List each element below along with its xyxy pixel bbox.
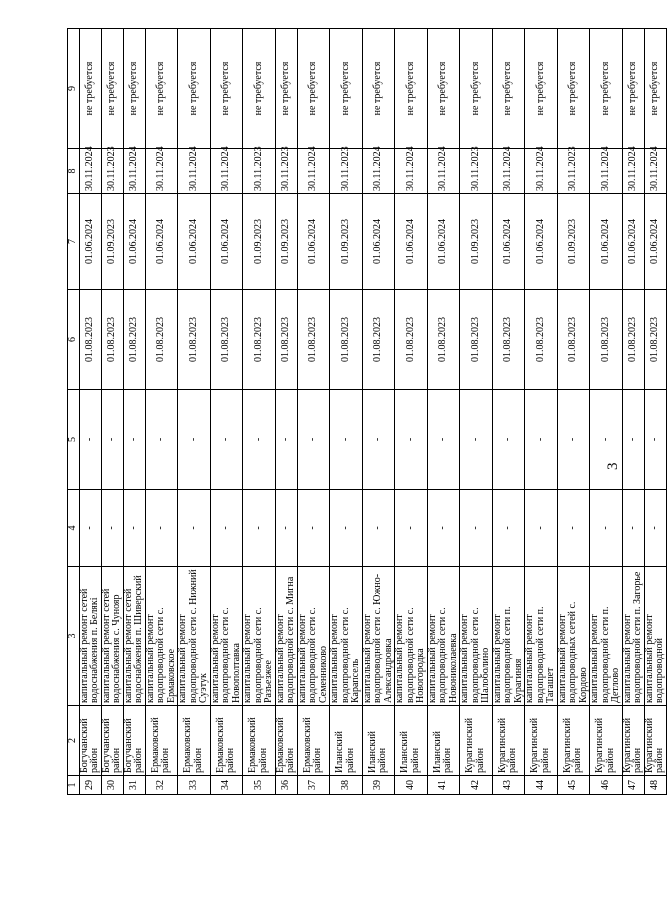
col-header-6: 6 bbox=[68, 290, 80, 390]
col-4-value: - bbox=[492, 490, 525, 567]
district-name: Иланский район bbox=[330, 706, 363, 776]
status-text: не требуется bbox=[101, 29, 123, 149]
date-col-7: 01.09.2023 bbox=[101, 194, 123, 290]
table-row bbox=[525, 29, 558, 795]
date-col-7: 01.06.2024 bbox=[622, 194, 644, 290]
header-row bbox=[68, 29, 80, 795]
col-header-3: 3 bbox=[68, 567, 80, 706]
col-5-value: - bbox=[101, 390, 123, 490]
col-5-value: - bbox=[275, 390, 297, 490]
status-text: не требуется bbox=[460, 29, 493, 149]
date-col-6: 01.08.2023 bbox=[297, 290, 330, 390]
table-row bbox=[395, 29, 428, 795]
date-col-8: 30.11.2024 bbox=[145, 149, 178, 194]
date-col-7: 01.06.2024 bbox=[210, 194, 243, 290]
work-description: капитальный ремонт водопроводной сети с. Новополтавка bbox=[210, 567, 243, 706]
schedule-table bbox=[67, 28, 667, 795]
date-col-8: 30.11.2024 bbox=[210, 149, 243, 194]
work-description: капитальный ремонт водопроводной сети п. Курагиняя bbox=[492, 567, 525, 706]
table-row bbox=[101, 29, 123, 795]
col-4-value: - bbox=[297, 490, 330, 567]
col-header-8: 8 bbox=[68, 149, 80, 194]
status-text: не требуется bbox=[275, 29, 297, 149]
status-text: не требуется bbox=[210, 29, 243, 149]
date-col-8: 30.11.2024 bbox=[123, 149, 145, 194]
date-col-7: 01.06.2024 bbox=[395, 194, 428, 290]
col-4-value: - bbox=[123, 490, 145, 567]
date-col-8: 30.11.2024 bbox=[590, 149, 623, 194]
col-4-value: - bbox=[525, 490, 558, 567]
col-4-value: - bbox=[644, 490, 666, 567]
col-5-value: - bbox=[395, 390, 428, 490]
work-description: капитальный ремонт водопроводной сети с. Новогородка bbox=[395, 567, 428, 706]
row-number: 44 bbox=[525, 776, 558, 795]
date-col-8: 30.11.2024 bbox=[622, 149, 644, 194]
date-col-7: 01.09.2023 bbox=[330, 194, 363, 290]
date-col-7: 01.06.2024 bbox=[123, 194, 145, 290]
district-name: Иланский район bbox=[395, 706, 428, 776]
table-row bbox=[275, 29, 297, 795]
date-col-7: 01.06.2024 bbox=[79, 194, 101, 290]
date-col-7: 01.06.2024 bbox=[178, 194, 211, 290]
district-name: Иланский район bbox=[427, 706, 460, 776]
district-name: Курагинский район bbox=[525, 706, 558, 776]
row-number: 45 bbox=[557, 776, 590, 795]
district-name: Ермаковский район bbox=[275, 706, 297, 776]
row-number: 40 bbox=[395, 776, 428, 795]
col-5-value: - bbox=[243, 390, 276, 490]
date-col-8: 30.11.2024 bbox=[492, 149, 525, 194]
col-4-value: - bbox=[210, 490, 243, 567]
col-5-value: - bbox=[644, 390, 666, 490]
work-description: капитальный ремонт водопроводной сети п. Детлово bbox=[590, 567, 623, 706]
col-4-value: - bbox=[362, 490, 395, 567]
status-text: не требуется bbox=[178, 29, 211, 149]
date-col-7: 01.06.2024 bbox=[525, 194, 558, 290]
col-4-value: - bbox=[145, 490, 178, 567]
work-description: капитальный ремонт водопроводной bbox=[644, 567, 666, 706]
work-description: капитальный ремонт сетей водоснабжения п. Шиверский bbox=[123, 567, 145, 706]
col-5-value: - bbox=[557, 390, 590, 490]
date-col-8: 30.11.2024 bbox=[395, 149, 428, 194]
col-5-value: - bbox=[210, 390, 243, 490]
row-number: 47 bbox=[622, 776, 644, 795]
row-number: 30 bbox=[101, 776, 123, 795]
row-number: 32 bbox=[145, 776, 178, 795]
date-col-6: 01.08.2023 bbox=[395, 290, 428, 390]
col-header-7: 7 bbox=[68, 194, 80, 290]
work-description: капитальный ремонт водопроводной сети с. Карапсель bbox=[330, 567, 363, 706]
date-col-8: 30.11.2023 bbox=[460, 149, 493, 194]
date-col-6: 01.08.2023 bbox=[79, 290, 101, 390]
date-col-8: 30.11.2023 bbox=[557, 149, 590, 194]
date-col-8: 30.11.2023 bbox=[243, 149, 276, 194]
col-5-value: - bbox=[362, 390, 395, 490]
col-4-value: - bbox=[557, 490, 590, 567]
col-header-4: 4 bbox=[68, 490, 80, 567]
row-number: 38 bbox=[330, 776, 363, 795]
date-col-6: 01.08.2023 bbox=[492, 290, 525, 390]
date-col-6: 01.08.2023 bbox=[275, 290, 297, 390]
col-5-value: - bbox=[330, 390, 363, 490]
date-col-7: 01.06.2024 bbox=[362, 194, 395, 290]
row-number: 48 bbox=[644, 776, 666, 795]
date-col-6: 01.08.2023 bbox=[243, 290, 276, 390]
date-col-7: 01.09.2023 bbox=[243, 194, 276, 290]
row-number: 36 bbox=[275, 776, 297, 795]
col-5-value: - bbox=[525, 390, 558, 490]
table-body bbox=[79, 29, 666, 795]
date-col-6: 01.08.2023 bbox=[145, 290, 178, 390]
col-4-value: - bbox=[395, 490, 428, 567]
district-name: Ермаковский район bbox=[297, 706, 330, 776]
date-col-8: 30.11.2024 bbox=[644, 149, 666, 194]
col-4-value: - bbox=[101, 490, 123, 567]
work-description: капитальный ремонт водопроводной сети с. Нижний Суэтук bbox=[178, 567, 211, 706]
table-row bbox=[243, 29, 276, 795]
col-4-value: - bbox=[275, 490, 297, 567]
date-col-6: 01.08.2023 bbox=[590, 290, 623, 390]
col-4-value: - bbox=[243, 490, 276, 567]
col-5-value: - bbox=[590, 390, 623, 490]
row-number: 37 bbox=[297, 776, 330, 795]
date-col-6: 01.08.2023 bbox=[622, 290, 644, 390]
work-description: капитальный ремонт водопроводной сети с. Разъезжее bbox=[243, 567, 276, 706]
district-name: Курагинский район bbox=[460, 706, 493, 776]
status-text: не требуется bbox=[330, 29, 363, 149]
work-description: капитальный ремонт водопроводной сети с. Шалоболино bbox=[460, 567, 493, 706]
table-row bbox=[644, 29, 666, 795]
status-text: не требуется bbox=[492, 29, 525, 149]
work-description: капитальный ремонт водопроводной сети с. Новониколаевка bbox=[427, 567, 460, 706]
status-text: не требуется bbox=[622, 29, 644, 149]
col-header-9: 9 bbox=[68, 29, 80, 149]
work-description: капитальный ремонт водопроводной сети п. Загорье bbox=[622, 567, 644, 706]
status-text: не требуется bbox=[525, 29, 558, 149]
date-col-6: 01.08.2023 bbox=[210, 290, 243, 390]
col-4-value: - bbox=[427, 490, 460, 567]
col-4-value: - bbox=[460, 490, 493, 567]
col-5-value: - bbox=[622, 390, 644, 490]
row-number: 41 bbox=[427, 776, 460, 795]
table-row bbox=[79, 29, 101, 795]
table-row bbox=[210, 29, 243, 795]
date-col-8: 30.11.2023 bbox=[330, 149, 363, 194]
district-name: Ермаковский район bbox=[178, 706, 211, 776]
date-col-6: 01.08.2023 bbox=[123, 290, 145, 390]
district-name: Богучанский район bbox=[123, 706, 145, 776]
table-row bbox=[590, 29, 623, 795]
district-name: Курагинский район bbox=[492, 706, 525, 776]
page-number: 3 bbox=[605, 462, 621, 470]
district-name: Ермаковский район bbox=[210, 706, 243, 776]
date-col-8: 30.11.2024 bbox=[427, 149, 460, 194]
date-col-6: 01.08.2023 bbox=[101, 290, 123, 390]
status-text: не требуется bbox=[297, 29, 330, 149]
date-col-8: 30.11.2023 bbox=[101, 149, 123, 194]
table-row bbox=[460, 29, 493, 795]
date-col-6: 01.08.2023 bbox=[362, 290, 395, 390]
work-description: капитальный ремонт сетей водоснабжения п. Белякі bbox=[79, 567, 101, 706]
date-col-7: 01.09.2023 bbox=[275, 194, 297, 290]
district-name: Богучанский район bbox=[101, 706, 123, 776]
status-text: не требуется bbox=[427, 29, 460, 149]
district-name: Курагинский район bbox=[622, 706, 644, 776]
row-number: 43 bbox=[492, 776, 525, 795]
district-name: Курагинский район bbox=[557, 706, 590, 776]
row-number: 29 bbox=[79, 776, 101, 795]
date-col-7: 01.06.2024 bbox=[145, 194, 178, 290]
district-name: Ермаковский район bbox=[243, 706, 276, 776]
table-row bbox=[427, 29, 460, 795]
date-col-8: 30.11.2024 bbox=[79, 149, 101, 194]
col-4-value: - bbox=[622, 490, 644, 567]
date-col-7: 01.06.2024 bbox=[590, 194, 623, 290]
date-col-6: 01.08.2023 bbox=[330, 290, 363, 390]
district-name: Богучанский район bbox=[79, 706, 101, 776]
col-header-5: 5 bbox=[68, 390, 80, 490]
date-col-8: 30.11.2023 bbox=[275, 149, 297, 194]
date-col-7: 01.06.2024 bbox=[644, 194, 666, 290]
date-col-6: 01.08.2023 bbox=[460, 290, 493, 390]
table-row bbox=[330, 29, 363, 795]
col-header-1: 1 bbox=[68, 776, 80, 795]
date-col-6: 01.08.2023 bbox=[525, 290, 558, 390]
col-5-value: - bbox=[492, 390, 525, 490]
work-description: капитальный ремонт водопроводной сети с. Семенниково bbox=[297, 567, 330, 706]
col-4-value: - bbox=[330, 490, 363, 567]
date-col-6: 01.08.2023 bbox=[427, 290, 460, 390]
work-description: капитальный ремонт водопроводной сети п. Тагашет bbox=[525, 567, 558, 706]
row-number: 35 bbox=[243, 776, 276, 795]
table-row bbox=[145, 29, 178, 795]
col-5-value: - bbox=[123, 390, 145, 490]
col-5-value: - bbox=[79, 390, 101, 490]
table-row bbox=[492, 29, 525, 795]
status-text: не требуется bbox=[362, 29, 395, 149]
col-5-value: - bbox=[427, 390, 460, 490]
row-number: 39 bbox=[362, 776, 395, 795]
status-text: не требуется bbox=[644, 29, 666, 149]
row-number: 34 bbox=[210, 776, 243, 795]
work-description: капитальный ремонт водопроводной сети с. Южно-Александровка bbox=[362, 567, 395, 706]
status-text: не требуется bbox=[79, 29, 101, 149]
col-4-value: - bbox=[590, 490, 623, 567]
date-col-8: 30.11.2024 bbox=[525, 149, 558, 194]
date-col-6: 01.08.2023 bbox=[557, 290, 590, 390]
table-row bbox=[362, 29, 395, 795]
date-col-8: 30.11.2024 bbox=[178, 149, 211, 194]
col-4-value: - bbox=[178, 490, 211, 567]
date-col-8: 30.11.2024 bbox=[362, 149, 395, 194]
table-row bbox=[297, 29, 330, 795]
col-5-value: - bbox=[178, 390, 211, 490]
work-description: капитальный ремонт водопроводной сети с. Ермаковское bbox=[145, 567, 178, 706]
row-number: 33 bbox=[178, 776, 211, 795]
status-text: не требуется bbox=[557, 29, 590, 149]
district-name: Курагинский район bbox=[590, 706, 623, 776]
work-description: капитальный ремонт водопроводной сети с. Мигна bbox=[275, 567, 297, 706]
table-row bbox=[123, 29, 145, 795]
col-4-value: - bbox=[79, 490, 101, 567]
col-header-2: 2 bbox=[68, 706, 80, 776]
status-text: не требуется bbox=[590, 29, 623, 149]
date-col-6: 01.08.2023 bbox=[644, 290, 666, 390]
status-text: не требуется bbox=[395, 29, 428, 149]
row-number: 46 bbox=[590, 776, 623, 795]
row-number: 31 bbox=[123, 776, 145, 795]
status-text: не требуется bbox=[123, 29, 145, 149]
date-col-7: 01.09.2023 bbox=[557, 194, 590, 290]
work-description: капитальный ремонт сетей водоснабжения с. Чунояр bbox=[101, 567, 123, 706]
date-col-7: 01.09.2023 bbox=[460, 194, 493, 290]
row-number: 42 bbox=[460, 776, 493, 795]
date-col-8: 30.11.2024 bbox=[297, 149, 330, 194]
district-name: Курагинский район bbox=[644, 706, 666, 776]
date-col-7: 01.06.2024 bbox=[427, 194, 460, 290]
col-5-value: - bbox=[145, 390, 178, 490]
work-description: капитальный ремонт водопроводных сетей с. Кордово bbox=[557, 567, 590, 706]
date-col-6: 01.08.2023 bbox=[178, 290, 211, 390]
status-text: не требуется bbox=[145, 29, 178, 149]
table-row bbox=[557, 29, 590, 795]
district-name: Иланский район bbox=[362, 706, 395, 776]
district-name: Ермаковский район bbox=[145, 706, 178, 776]
date-col-7: 01.06.2024 bbox=[297, 194, 330, 290]
col-5-value: - bbox=[460, 390, 493, 490]
col-5-value: - bbox=[297, 390, 330, 490]
table-row bbox=[178, 29, 211, 795]
table-row bbox=[622, 29, 644, 795]
status-text: не требуется bbox=[243, 29, 276, 149]
date-col-7: 01.06.2024 bbox=[492, 194, 525, 290]
